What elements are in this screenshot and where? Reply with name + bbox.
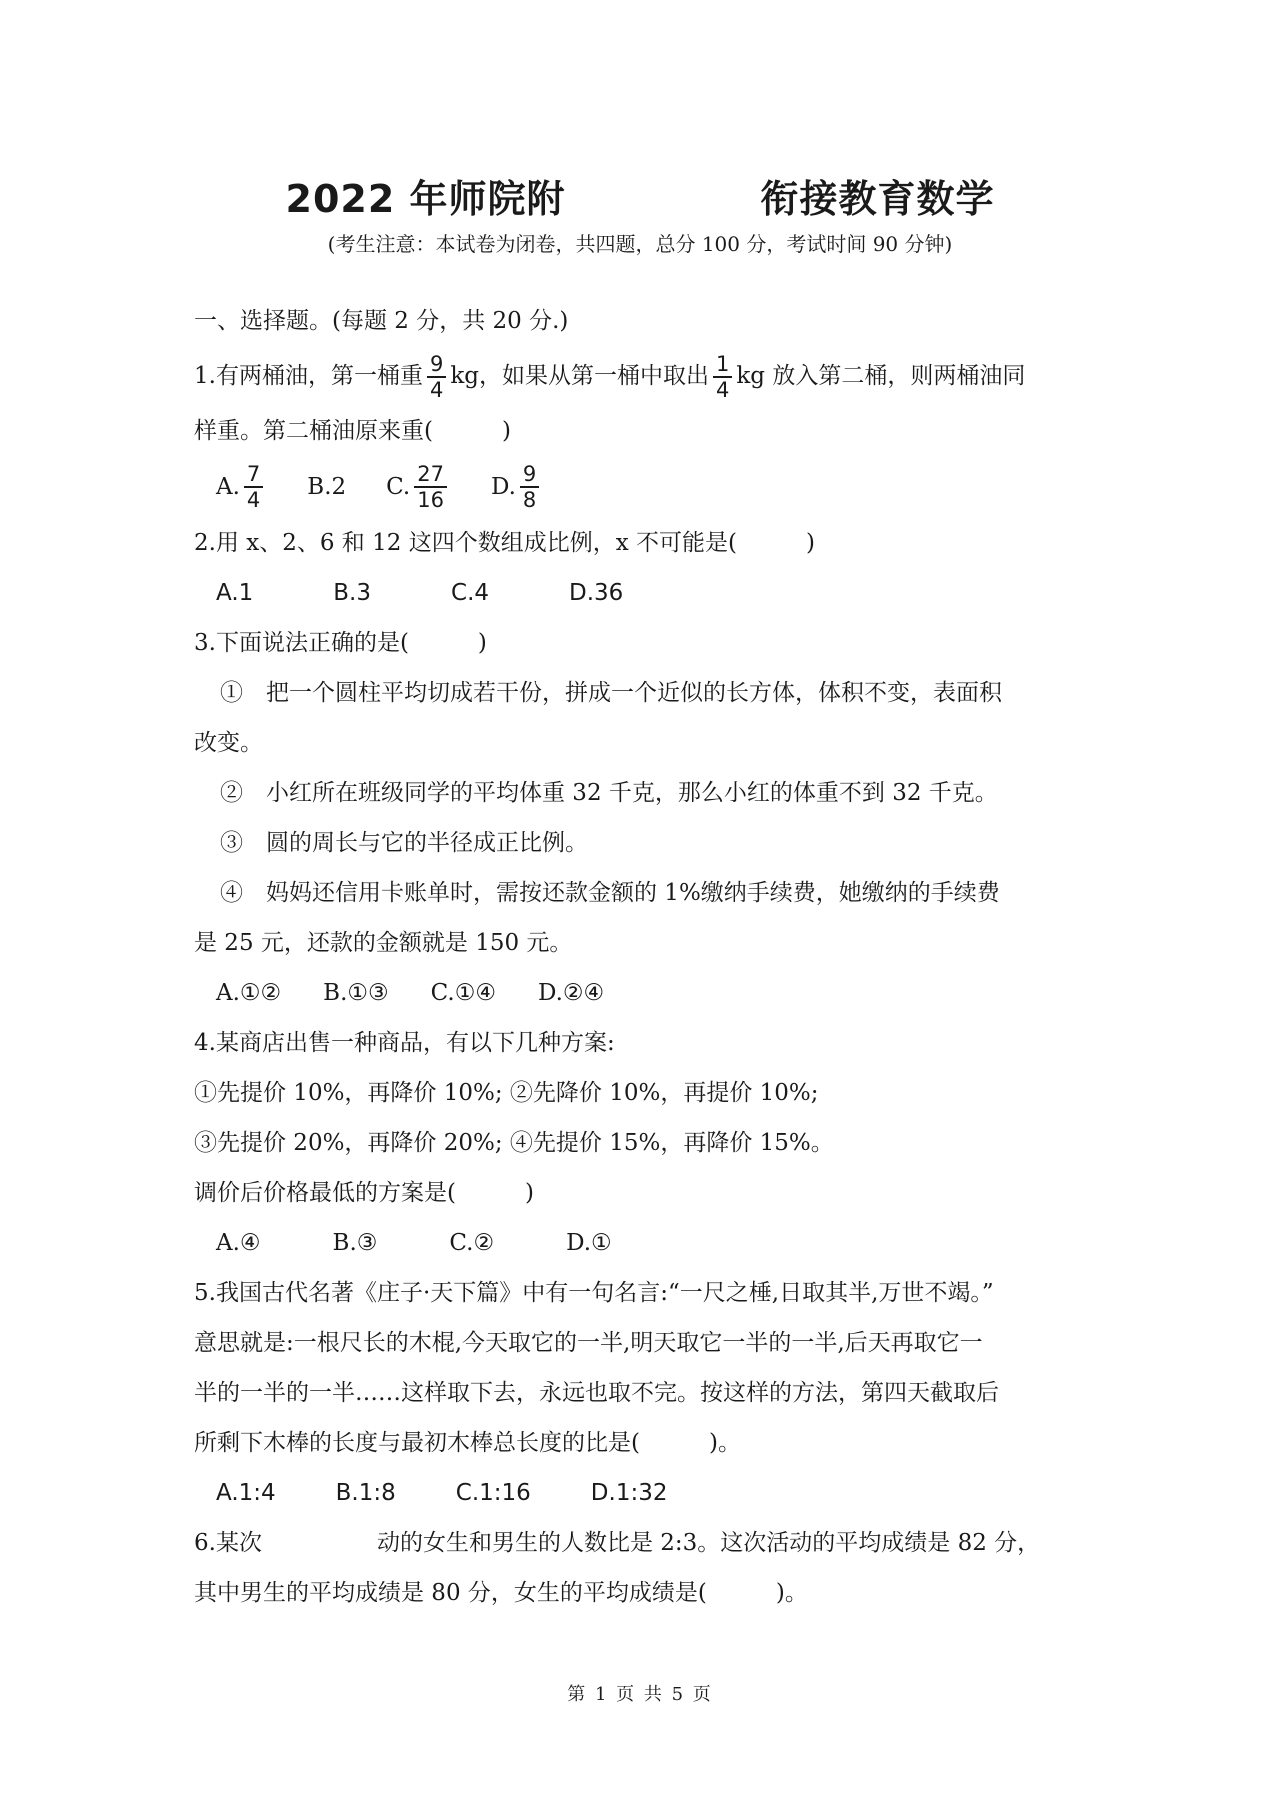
question-5-options [194, 1468, 1089, 1518]
q4-plan-line-2: ③先提价 20%，再降价 20%; ④先提价 15%，再降价 15%。 [194, 1130, 834, 1156]
q2-option-d[interactable]: D.36 [569, 580, 624, 606]
q1-option-d-fraction [520, 462, 539, 512]
q5-option-a[interactable]: A.1:4 [216, 1480, 276, 1506]
q1-frac2-numerator: 1 [713, 352, 732, 378]
q3-statement-1-cont: 改变。 [194, 730, 263, 756]
q4-plan-line-1: ①先提价 10%，再降价 10%; ②先降价 10%，再提价 10%; [194, 1080, 819, 1106]
q1-fraction-2 [713, 352, 732, 402]
exam-content [194, 296, 1089, 1618]
question-2: 2.用 x、2、6 和 12 这四个数组成比例，x 不可能是( ) [194, 530, 815, 556]
q1-option-c-denominator: 16 [417, 488, 444, 512]
q1-option-b[interactable]: B.2 [307, 474, 347, 500]
q4-question: 调价后价格最低的方案是( ) [194, 1180, 534, 1206]
question-3-options [194, 968, 1089, 1018]
q1-text-part1: 1.有两桶油，第一桶重 [194, 363, 423, 389]
page-number: 第 1 页 共 5 页 [567, 1684, 713, 1705]
q1-text-part3: kg 放入第二桶，则两桶油同 [736, 363, 1026, 389]
q4-option-c[interactable]: C.② [449, 1230, 495, 1256]
question-1-line-2: 样重。第二桶油原来重( ) [194, 418, 511, 444]
q1-option-a-fraction [244, 462, 263, 512]
question-2-options [194, 568, 1089, 618]
q5-option-c[interactable]: C.1:16 [455, 1480, 531, 1506]
q1-option-a-numerator: 7 [244, 462, 263, 488]
q1-option-c-fraction [414, 462, 447, 512]
q3-statement-4: ④ 妈妈还信用卡账单时，需按还款金额的 1%缴纳手续费，她缴纳的手续费 [220, 880, 1000, 906]
q5-option-d[interactable]: D.1:32 [590, 1480, 668, 1506]
q1-option-d-numerator: 9 [520, 462, 539, 488]
question-5-line-2: 意思就是:一根尺长的木棍,今天取它的一半,明天取它一半的一半,后天再取它一 [194, 1330, 983, 1356]
q1-text-part2: kg，如果从第一桶中取出 [450, 363, 709, 389]
q3-option-d[interactable]: D.②④ [537, 980, 605, 1006]
q1-option-a-denominator: 4 [246, 488, 261, 512]
q3-option-b[interactable]: B.①③ [323, 980, 389, 1006]
q4-option-a[interactable]: A.④ [216, 1230, 261, 1256]
q3-statement-2: ② 小红所在班级同学的平均体重 32 千克，那么小红的体重不到 32 千克。 [220, 780, 998, 806]
question-1-options [194, 456, 1089, 518]
q3-option-c[interactable]: C.①④ [430, 980, 496, 1006]
exam-notice: (考生注意：本试卷为闭卷，共四题，总分 100 分，考试时间 90 分钟) [327, 232, 953, 256]
q1-frac1-numerator: 9 [427, 352, 446, 378]
question-5-line-4: 所剩下木棒的长度与最初木棒总长度的比是( )。 [194, 1430, 741, 1456]
section-heading: 一、选择题。(每题 2 分，共 20 分.) [194, 308, 569, 334]
question-5-line-3: 半的一半的一半……这样取下去，永远也取不完。按这样的方法，第四天截取后 [194, 1380, 999, 1406]
question-6-line-2: 其中男生的平均成绩是 80 分，女生的平均成绩是( )。 [194, 1580, 808, 1606]
q1-option-a-label: A. [216, 474, 240, 500]
q1-option-a[interactable] [216, 462, 267, 512]
q3-statement-1: ① 把一个圆柱平均切成若干份，拼成一个近似的长方体，体积不变，表面积 [220, 680, 1002, 706]
q4-option-b[interactable]: B.③ [332, 1230, 378, 1256]
q1-option-d-denominator: 8 [522, 488, 537, 512]
q1-frac1-denominator: 4 [429, 378, 444, 402]
q3-statement-4-cont: 是 25 元，还款的金额就是 150 元。 [194, 930, 573, 956]
q1-option-c-label: C. [386, 474, 411, 500]
q1-option-d-label: D. [490, 474, 516, 500]
q1-fraction-1 [427, 352, 446, 402]
q1-frac2-denominator: 4 [716, 378, 730, 402]
q2-option-c[interactable]: C.4 [451, 580, 490, 606]
q5-option-b[interactable]: B.1:8 [335, 1480, 396, 1506]
q1-option-c-numerator: 27 [414, 462, 447, 488]
question-4-options [194, 1218, 1089, 1268]
q2-option-a[interactable]: A.1 [216, 580, 254, 606]
q3-statement-3: ③ 圆的周长与它的半径成正比例。 [220, 830, 588, 856]
q1-option-c[interactable] [386, 462, 451, 512]
q4-option-d[interactable]: D.① [566, 1230, 612, 1256]
question-3: 3.下面说法正确的是( ) [194, 630, 487, 656]
question-6: 6.某次 动的女生和男生的人数比是 2:3。这次活动的平均成绩是 82 分， [194, 1530, 1041, 1556]
q2-option-b[interactable]: B.3 [333, 580, 372, 606]
q1-option-d[interactable] [491, 462, 543, 512]
question-1 [194, 346, 1089, 406]
question-4: 4.某商店出售一种商品，有以下几种方案: [194, 1030, 615, 1056]
page-title: 2022 年师院附 衔接教育数学 [285, 177, 995, 221]
q3-option-a[interactable]: A.①② [216, 980, 282, 1006]
question-5: 5.我国古代名著《庄子·天下篇》中有一句名言:“一尺之棰,日取其半,万世不竭。” [194, 1280, 994, 1306]
